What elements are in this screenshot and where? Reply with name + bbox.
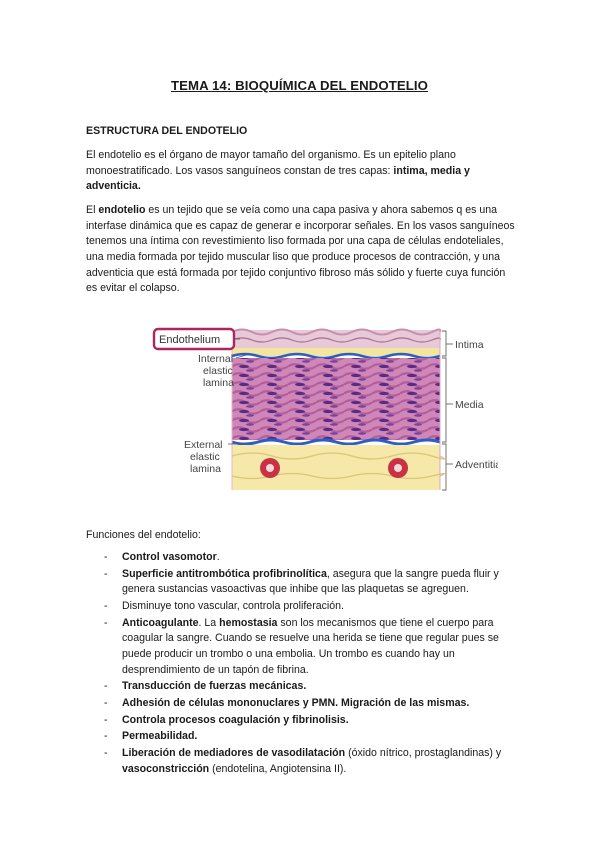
intima-bracket — [442, 331, 446, 356]
section-heading: ESTRUCTURA DEL ENDOTELIO — [86, 125, 248, 137]
intro-paragraph — [86, 148, 518, 195]
media-bracket — [442, 358, 446, 442]
label-external-3: lamina — [190, 463, 221, 475]
label-internal-2: elastic — [203, 365, 233, 377]
item-bold: Anticoagulante — [122, 616, 199, 629]
para2-bold-endotelio: endotelio — [98, 204, 146, 216]
item-text: son los mecanismos que tiene el cuerpo para coagular la sangre. Cuando se resuelve una herida se tiene que regular pues se puede producir un trombo o una embolia. Un trombo es cuando hay un desprendimiento de un tapón de fibrina. — [122, 616, 499, 676]
item-text: Disminuye tono vascular, controla proliferación. — [122, 600, 344, 613]
list-item: - Permeabilidad. — [104, 730, 198, 743]
endothelium-paragraph — [86, 203, 518, 297]
item-bold: vasoconstricción — [122, 762, 210, 775]
label-endothelium: Endothelium — [159, 334, 221, 346]
list-item: - Anticoagulante. La hemostasia son los mecanismos que tiene el cuerpo para coagular la sangre. Cuando se resuelve una herida se tiene que regular pues se puede producir un trombo o una embolia. Un trombo es cuando hay un desprendimiento de un tapón de fibrina. — [104, 616, 499, 676]
item-text: (óxido nítrico, prostaglandinas) y — [345, 747, 502, 760]
label-intima: Intima — [455, 339, 484, 351]
list-item: - Transducción de fuerzas mecánicas. — [104, 680, 307, 693]
list-item: - Controla procesos coagulación y fibrinolisis. — [104, 713, 349, 726]
list-item: - Liberación de mediadores de vasodilatación (óxido nítrico, prostaglandinas) y vasoconstricción (endotelina, Angiotensina II). — [104, 747, 502, 775]
label-internal-1: Internal — [198, 353, 234, 365]
item-bold: Transducción de fuerzas mecánicas. — [122, 680, 307, 693]
page-title: TEMA 14: BIOQUÍMICA DEL ENDOTELIO — [170, 78, 429, 93]
label-adventitia: Adventitia — [455, 459, 498, 471]
item-bold: Liberación de mediadores de vasodilatación — [122, 747, 346, 760]
para2-lead: El — [86, 204, 99, 216]
list-item: - Adhesión de células mononuclares y PMN. Migración de las mismas. — [104, 697, 470, 710]
adventitia-bracket — [442, 444, 446, 490]
item-text: , asegura que la sangre pueda fluir y genera sustancias vasoactivas que inhibe que las plaquetas se agreguen. — [122, 567, 499, 596]
item-bold: Superficie antitrombótica profibrinolítica — [122, 567, 327, 580]
para2-text: es un tejido que se veía como una capa pasiva y ahora sabemos q es una interfase dinámica que es capaz de generar e incorporar señales. En los vasos sanguíneos tenemos una íntima con revestimiento liso formada por una capa de células endoteliales, una media formada por tejido muscular liso que produce procesos de contracción, y una adventicia que está formada por tejido conjuntivo fibroso más sólido y fuerte cuya función es evitar el colapso. — [86, 204, 515, 295]
vessel-wall-diagram — [148, 326, 498, 494]
list-item: - Control vasomotor. — [104, 551, 220, 563]
list-item: - Disminuye tono vascular, controla proliferación. — [104, 600, 344, 613]
intro-text: El endotelio es el órgano de mayor tamaño del organismo. Es un epitelio plano monoestratificado. Los vasos sanguíneos constan de tres capas: — [86, 149, 456, 177]
item-bold: Permeabilidad. — [122, 730, 198, 743]
list-item: - Superficie antitrombótica profibrinolítica, asegura que la sangre pueda fluir y genera sustancias vasoactivas que inhibe que las plaquetas se agreguen. — [104, 567, 499, 596]
external-lamina-line — [232, 440, 440, 444]
intro-bold-layers: intima, media y adventicia. — [86, 164, 470, 193]
item-text: (endotelina, Angiotensina II). — [209, 762, 347, 775]
label-external-2: elastic — [190, 451, 220, 463]
item-bold: Adhesión de células mononuclares y PMN. Migración de las mismas. — [122, 697, 470, 710]
item-text: . La — [198, 616, 220, 629]
item-bold: Controla procesos coagulación y fibrinolisis. — [122, 713, 349, 726]
item-bold: hemostasia — [219, 616, 278, 629]
item-bold: Control vasomotor — [122, 551, 217, 563]
functions-list — [86, 550, 518, 778]
label-external-1: External — [184, 439, 223, 451]
item-text: . — [216, 551, 220, 563]
label-internal-3: lamina — [203, 377, 234, 389]
functions-heading: Funciones del endotelio: — [86, 529, 201, 541]
label-media: Media — [455, 399, 484, 411]
vessel-wall-svg — [148, 326, 498, 494]
